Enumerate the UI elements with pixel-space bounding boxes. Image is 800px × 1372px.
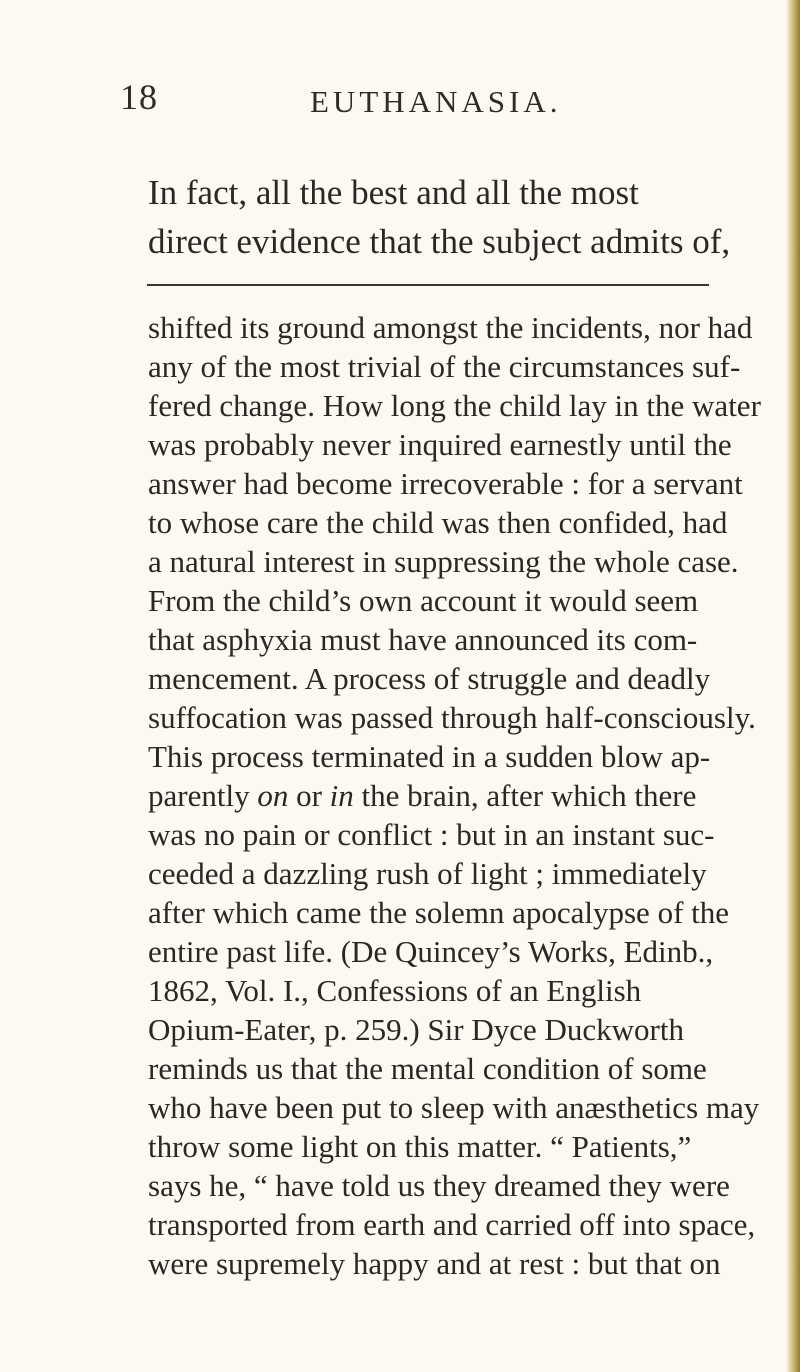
section-divider — [147, 284, 709, 286]
text-line: throw some light on this matter. “ Patients,” — [148, 1129, 692, 1164]
text-line: a natural interest in suppressing the whole case. — [148, 544, 739, 579]
text-line: answer had become irrecoverable : for a servant — [148, 466, 743, 501]
text-span: the brain, after which there — [353, 778, 697, 813]
text-line: to whose care the child was then confided, had — [148, 505, 728, 540]
text-line: mencement. A process of struggle and deadly — [148, 661, 711, 696]
text-line: shifted its ground amongst the incidents, nor had — [148, 310, 753, 345]
text-line: any of the most trivial of the circumstances suf- — [148, 349, 741, 384]
text-line: after which came the solemn apocalypse of the — [148, 895, 730, 930]
page-number: 18 — [120, 77, 158, 117]
italic-word: on — [257, 778, 289, 813]
text-line: reminds us that the mental condition of some — [148, 1051, 707, 1086]
text-line: From the child’s own account it would seem — [148, 583, 699, 618]
intro-line-1: In fact, all the best and all the most — [148, 173, 639, 212]
text-line: This process terminated in a sudden blow ap- — [148, 739, 711, 774]
text-line: that asphyxia must have announced its com- — [148, 622, 698, 657]
italic-word: in — [329, 778, 354, 813]
text-line: Opium-Eater, p. 259.) Sir Dyce Duckworth — [148, 1012, 684, 1047]
text-line: was probably never inquired earnestly until the — [148, 427, 732, 462]
text-line: entire past life. (De Quincey’s Works, Edinb., — [148, 934, 714, 969]
text-line: ceeded a dazzling rush of light ; immediately — [148, 856, 707, 891]
text-line: says he, “ have told us they dreamed they were — [148, 1168, 730, 1203]
text-line: fered change. How long the child lay in the water — [148, 388, 761, 423]
text-line: 1862, Vol. I., Confessions of an English — [148, 973, 642, 1008]
text-line: were supremely happy and at rest : but that on — [148, 1246, 721, 1281]
text-span: parently — [148, 778, 258, 813]
running-title: EUTHANASIA. — [310, 84, 562, 119]
text-line: was no pain or conflict : but in an instant suc- — [148, 817, 715, 852]
text-line: transported from earth and carried off into space, — [148, 1207, 756, 1242]
text-line: suffocation was passed through half-consciously. — [148, 700, 756, 735]
intro-line-2: direct evidence that the subject admits of, — [148, 222, 731, 261]
page-edge-shadow — [786, 0, 800, 1372]
text-line: who have been put to sleep with anæsthetics may — [148, 1090, 760, 1125]
text-span: or — [288, 778, 330, 813]
text-line — [148, 778, 696, 814]
